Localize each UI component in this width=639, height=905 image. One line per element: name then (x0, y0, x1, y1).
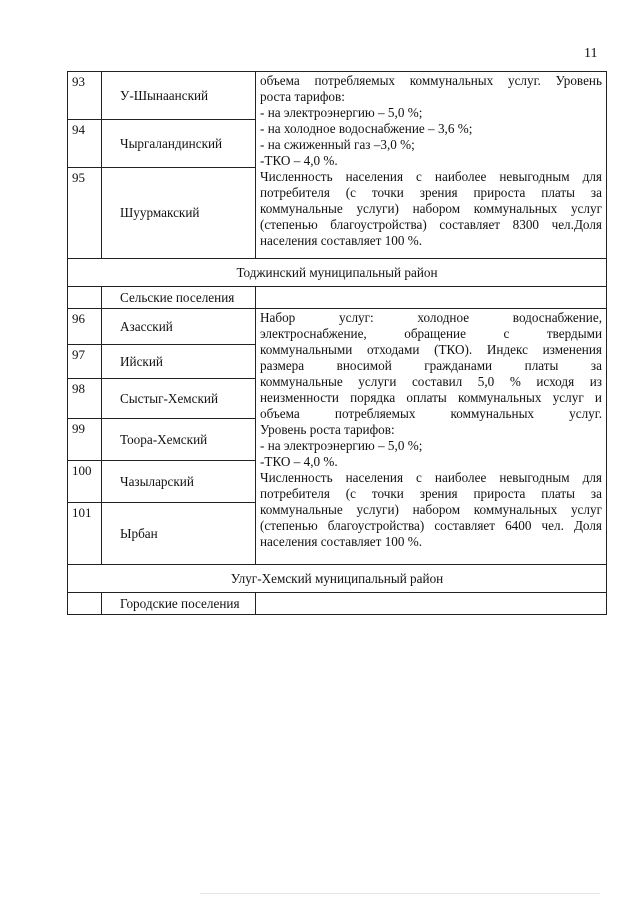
description-line: Уровень роста тарифов: (260, 422, 395, 437)
description-line: размера вносимой гражданами платы за (260, 358, 602, 373)
settlement-type: Сельские поселения (102, 287, 256, 309)
settlement-name: Сыстыг-Хемский (102, 379, 256, 419)
empty-cell (256, 287, 607, 309)
settlement-name: Шуурмакский (102, 168, 256, 259)
row-number: 94 (68, 120, 102, 168)
settlement-name: Ийский (102, 345, 256, 379)
empty-cell (68, 287, 102, 309)
description-line: Численность населения с наиболее невыгодным для (260, 470, 602, 485)
description-line: коммунальные услуги) набором коммунальных услуг (260, 201, 602, 216)
district-title: Улуг-Хемский муниципальный район (68, 565, 607, 593)
description-line: объема потребляемых коммунальных услуг. Уровень (260, 73, 602, 88)
district-header-row (68, 259, 607, 287)
description-line: Набор услуг: холодное водоснабжение, (260, 310, 602, 325)
tariff-description (256, 72, 607, 259)
description-line: роста тарифов: (260, 89, 345, 104)
settlement-type: Городские поселения (102, 593, 256, 615)
description-line: населения составляет 100 %. (260, 233, 423, 248)
description-line: потребителя (с точки зрения прироста платы за (260, 486, 602, 501)
description-line: - на сжиженный газ –3,0 %; (260, 137, 415, 152)
district-header-row (68, 565, 607, 593)
settlement-name: Чазыларский (102, 461, 256, 503)
description-line: объема потребляемых коммунальных услуг. (260, 406, 602, 421)
description-line: электроснабжение, обращение с твердыми (260, 326, 602, 341)
settlement-name: У-Шынаанский (102, 72, 256, 120)
description-line: -ТКО – 4,0 %. (260, 454, 338, 469)
scan-artifact-line (200, 893, 600, 894)
description-line: (степенью благоустройства) составляет 8300 чел.Доля (260, 217, 602, 232)
description-line: коммунальными отходами (ТКО). Индекс изменения (260, 342, 602, 357)
district-title: Тоджинский муниципальный район (68, 259, 607, 287)
settlement-name: Ырбан (102, 503, 256, 565)
row-number: 93 (68, 72, 102, 120)
description-line: населения составляет 100 %. (260, 534, 423, 549)
row-number: 98 (68, 379, 102, 419)
tariff-description (256, 309, 607, 565)
row-number: 99 (68, 419, 102, 461)
table-row (68, 72, 607, 120)
empty-cell (68, 593, 102, 615)
description-line: потребителя (с точки зрения прироста платы за (260, 185, 602, 200)
empty-cell (256, 593, 607, 615)
description-line: коммунальные услуги составил 5,0 % исходя из (260, 374, 602, 389)
row-number: 97 (68, 345, 102, 379)
page-number: 11 (584, 46, 598, 61)
table-row (68, 309, 607, 345)
settlement-name: Чыргаландинский (102, 120, 256, 168)
description-line: (степенью благоустройства) составляет 6400 чел. Доля (260, 518, 602, 533)
settlement-type-row (68, 593, 607, 615)
settlement-type-row (68, 287, 607, 309)
description-line: Численность населения с наиболее невыгодным для (260, 169, 602, 184)
row-number: 100 (68, 461, 102, 503)
description-line: - на электроэнергию – 5,0 %; (260, 105, 423, 120)
description-line: - на холодное водоснабжение – 3,6 %; (260, 121, 473, 136)
settlement-name: Тоора-Хемский (102, 419, 256, 461)
row-number: 95 (68, 168, 102, 259)
row-number: 101 (68, 503, 102, 565)
description-line: -ТКО – 4,0 %. (260, 153, 338, 168)
settlements-table (67, 71, 607, 615)
settlement-name: Азасский (102, 309, 256, 345)
description-line: - на электроэнергию – 5,0 %; (260, 438, 423, 453)
description-line: коммунальные услуги) набором коммунальных услуг (260, 502, 602, 517)
row-number: 96 (68, 309, 102, 345)
description-line: неизменности порядка оплаты коммунальных услуг и (260, 390, 602, 405)
